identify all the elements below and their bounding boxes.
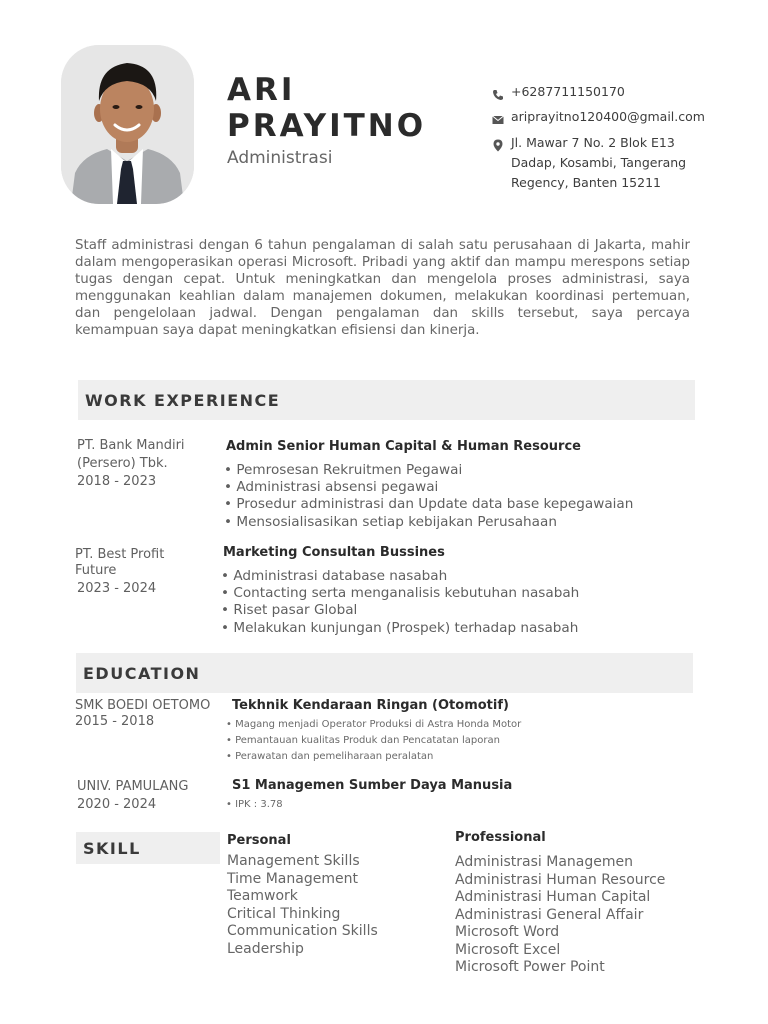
skill-item: Communication Skills — [227, 923, 378, 939]
skill-item: Administrasi Managemen — [455, 854, 633, 870]
skill-item: Administrasi General Affair — [455, 906, 644, 923]
name-last: PRAYITNO — [227, 108, 427, 144]
phone-icon — [492, 82, 511, 107]
work-company: PT. Best Profit Future — [75, 547, 165, 578]
education-school: SMK BOEDI OETOMO — [75, 698, 211, 713]
work-duties-list — [224, 462, 633, 531]
candidate-name — [227, 72, 426, 144]
contact-address: Jl. Mawar 7 No. 2 Blok E13 Dadap, Kosambi, Tangerang Regency, Banten 15211 — [511, 134, 687, 191]
profile-summary: Staff administrasi dengan 6 tahun pengalaman di salah satu perusahaan di Jakarta, mahir dalam mengoperasikan operasi Microsoft. Pribadi yang aktif dan mampu merespons setiap tugas dengan cepat. Untuk meningkatkan dan mengelola proses administrasi, saya menggunakan keahlian dalam manajemen dokumen, melakukan koordinasi pertemuan, dan pengelolaan jadwal. Dengan pengalaman dan skills tersebut, saya percaya kemampuan saya dapat meningkatkan efisiensi dan kinerja. — [75, 238, 690, 338]
section-heading-education: EDUCATION — [76, 653, 693, 693]
work-duty-item: • Contacting serta menganalisis kebutuhan nasabah — [221, 585, 580, 602]
work-duty-item: • Mensosialisasikan setiap kebijakan Perusahaan — [224, 513, 557, 530]
education-note-item: • Pemantauan kualitas Produk dan Pencatatan laporan — [226, 735, 500, 746]
work-job-title: Marketing Consultan Bussines — [223, 545, 445, 560]
skill-item: Microsoft Power Point — [455, 959, 605, 975]
portrait-illustration — [61, 45, 194, 204]
contact-address-row — [492, 133, 721, 194]
education-program: S1 Managemen Sumber Daya Manusia — [232, 778, 513, 793]
skill-item: Administrasi Human Resource — [455, 871, 666, 888]
section-heading-skill: SKILL — [76, 832, 220, 864]
education-period: 2015 - 2018 — [75, 714, 155, 729]
location-pin-icon — [492, 133, 511, 194]
education-notes-list — [226, 797, 283, 813]
skill-item: Critical Thinking — [227, 905, 341, 922]
skills-personal-heading: Personal — [227, 833, 291, 848]
work-duty-item: • Prosedur administrasi dan Update data base kepegawaian — [224, 496, 634, 513]
work-duty-item: • Administrasi database nasabah — [221, 568, 448, 584]
education-period: 2020 - 2024 — [77, 797, 157, 812]
skill-item: Management Skills — [227, 853, 360, 869]
contact-phone: +6287711150170 — [511, 84, 625, 99]
skill-item: Leadership — [227, 940, 304, 957]
work-duty-item: • Pemrosesan Rekruitmen Pegawai — [224, 462, 463, 478]
education-note-item: • IPK : 3.78 — [226, 799, 283, 810]
skill-item: Administrasi Human Capital — [455, 889, 651, 905]
work-duty-item: • Riset pasar Global — [221, 602, 358, 619]
work-period: 2018 - 2023 — [77, 474, 157, 489]
contact-block — [492, 82, 721, 193]
skills-personal-list — [227, 853, 378, 958]
contact-email: ariprayitno120400@gmail.com — [511, 109, 705, 125]
skill-item: Time Management — [227, 870, 358, 887]
education-school: UNIV. PAMULANG — [77, 779, 189, 794]
work-duty-item: • Administrasi absensi pegawai — [224, 479, 439, 496]
education-program: Tekhnik Kendaraan Ringan (Otomotif) — [232, 698, 509, 713]
section-heading-work: WORK EXPERIENCE — [78, 380, 695, 420]
work-period: 2023 - 2024 — [77, 581, 157, 596]
work-duties-list — [221, 568, 579, 637]
contact-phone-row — [492, 82, 721, 107]
education-notes-list — [226, 717, 521, 765]
work-duty-item: • Melakukan kunjungan (Prospek) terhadap nasabah — [221, 619, 579, 636]
skill-item: Teamwork — [227, 888, 298, 904]
contact-email-row — [492, 107, 721, 132]
job-role: Administrasi — [227, 148, 333, 168]
skills-professional-list — [455, 854, 665, 977]
profile-photo — [61, 45, 194, 204]
envelope-icon — [492, 107, 511, 132]
name-first: ARI — [227, 72, 296, 108]
education-note-item: • Perawatan dan pemeliharaan peralatan — [226, 751, 434, 762]
skill-item: Microsoft Word — [455, 924, 560, 940]
work-company: PT. Bank Mandiri (Persero) Tbk. — [77, 438, 185, 471]
skill-item: Microsoft Excel — [455, 941, 561, 958]
education-note-item: • Magang menjadi Operator Produksi di Astra Honda Motor — [226, 719, 522, 730]
skills-professional-heading: Professional — [455, 830, 546, 845]
work-job-title: Admin Senior Human Capital & Human Resource — [226, 439, 581, 454]
